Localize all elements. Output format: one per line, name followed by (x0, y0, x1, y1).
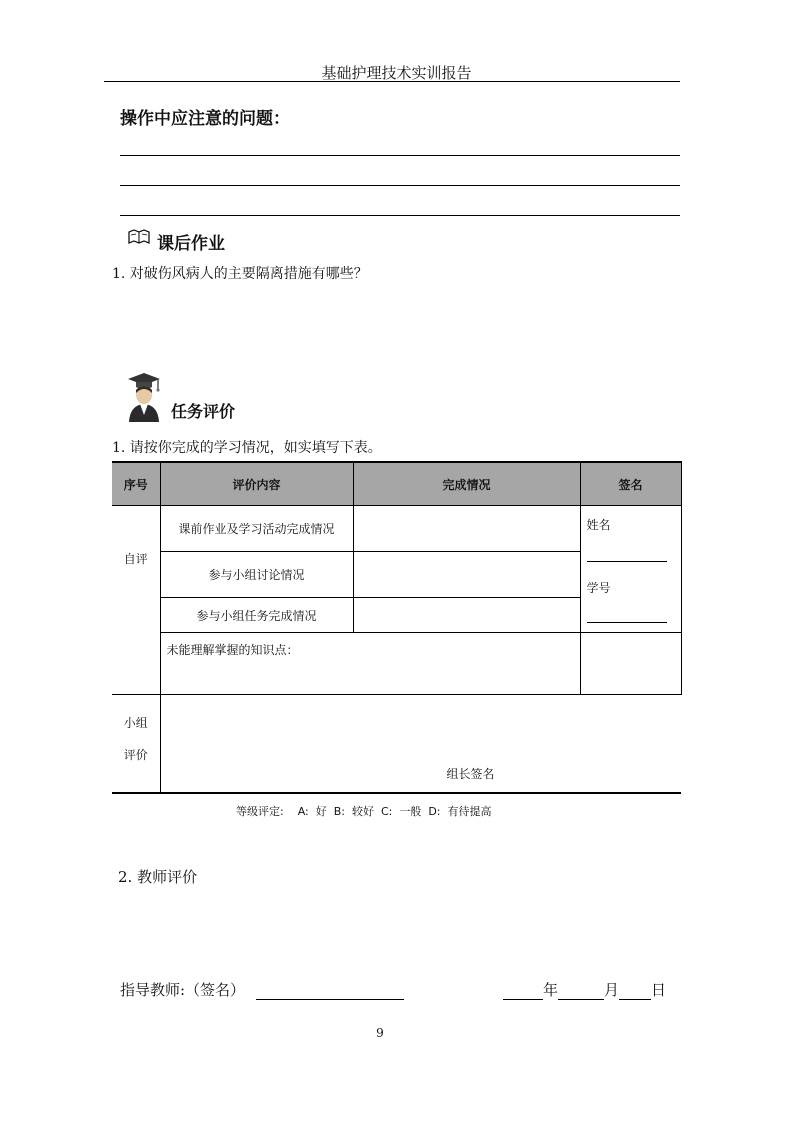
evaluation-title: 任务评价 (171, 402, 236, 421)
evaluation-table (112, 461, 682, 794)
running-header: 基础护理技术实训报告 (321, 64, 472, 82)
row-item-3: 参与小组任务完成情况 (160, 598, 353, 633)
signature-cell[interactable] (580, 506, 681, 633)
id-line[interactable] (587, 622, 667, 623)
group-eval-label (112, 695, 160, 793)
month-label: 月 (604, 981, 620, 999)
unmastered-knowledge-cell[interactable] (160, 633, 580, 695)
completion-cell-2[interactable] (353, 552, 580, 598)
group-leader-sign-label: 组长签名 (446, 766, 495, 781)
teacher-eval-title: 2. 教师评价 (118, 868, 198, 886)
self-eval-label: 自评 (112, 506, 160, 695)
header-content: 评价内容 (160, 462, 353, 506)
header-seq: 序号 (112, 462, 160, 506)
graduate-icon (126, 371, 162, 423)
month-blank[interactable] (558, 999, 604, 1000)
answer-line-1 (120, 155, 680, 156)
group-label-2: 评价 (123, 748, 148, 763)
unmastered-side-cell (580, 633, 681, 695)
teacher-sign-row (120, 979, 404, 1000)
year-blank[interactable] (503, 999, 543, 1000)
teacher-sign-line[interactable] (256, 999, 404, 1000)
day-blank[interactable] (619, 999, 651, 1000)
header-signature: 签名 (580, 462, 681, 506)
notes-section-title: 操作中应注意的问题： (120, 109, 290, 129)
year-label: 年 (543, 981, 559, 999)
grading-scale: 等级评定: A: 好 B: 较好 C: 一般 D: 有待提高 (236, 805, 492, 818)
name-label: 姓名 (586, 518, 611, 532)
row-item-1: 课前作业及学习活动完成情况 (160, 506, 353, 552)
completion-cell-3[interactable] (353, 598, 580, 633)
header-rule (104, 81, 680, 82)
name-line[interactable] (587, 561, 667, 562)
book-icon (128, 229, 150, 245)
homework-title: 课后作业 (157, 234, 225, 254)
teacher-sign-label: 指导教师:（签名） (120, 981, 246, 999)
group-eval-cell[interactable] (160, 695, 681, 793)
group-label-1: 小组 (123, 716, 148, 731)
day-label: 日 (651, 981, 667, 999)
date-row (503, 979, 666, 1000)
id-label: 学号 (586, 581, 611, 595)
unmastered-label: 未能理解掌握的知识点： (166, 643, 299, 657)
page-number: 9 (376, 1026, 384, 1040)
header-completion: 完成情况 (353, 462, 580, 506)
completion-cell-1[interactable] (353, 506, 580, 552)
evaluation-instruction: 1. 请按你完成的学习情况，如实填写下表。 (112, 440, 382, 456)
row-item-2: 参与小组讨论情况 (160, 552, 353, 598)
answer-line-2 (120, 185, 680, 186)
homework-question-1: 1. 对破伤风病人的主要隔离措施有哪些？ (112, 266, 368, 282)
answer-line-3 (120, 215, 680, 216)
